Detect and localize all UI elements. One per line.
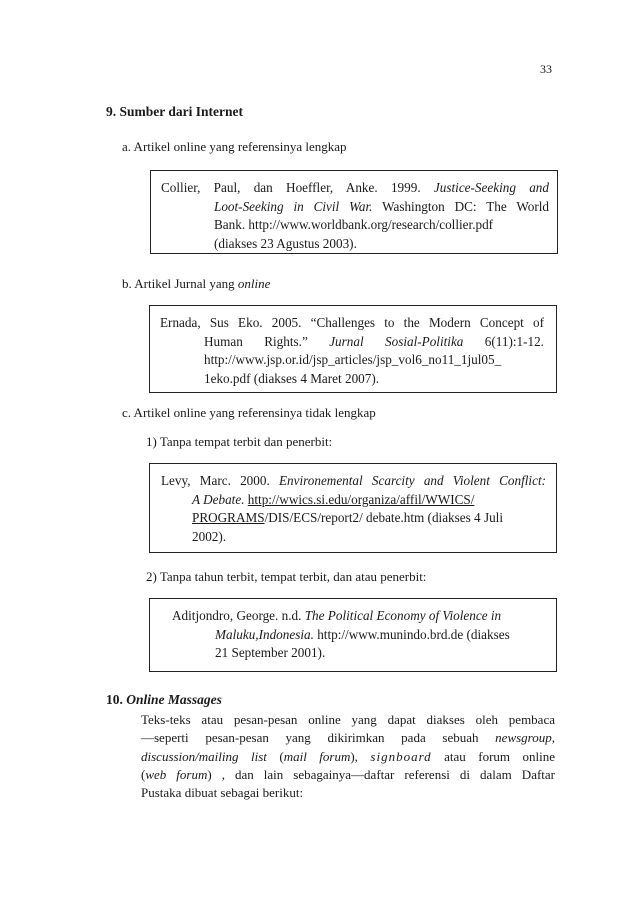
section-9-heading: 9. Sumber dari Internet xyxy=(106,104,243,119)
reference-box-c2 xyxy=(149,598,557,672)
ref-b-line-4: 1eko.pdf (diakses 4 Maret 2007). xyxy=(204,370,380,386)
ref-c1-line-3: PROGRAMS/DIS/ECS/report2/ debate.htm (diakses 4 Juli xyxy=(192,510,504,525)
ref-a-line-4: (diakses 23 Agustus 2003). xyxy=(214,235,357,251)
section-10-heading: 10. Online Massages xyxy=(106,692,222,707)
subsection-c1-label: 1) Tanpa tempat terbit dan penerbit: xyxy=(146,434,333,449)
section-10-paragraph xyxy=(141,711,555,802)
ref-c2-line-3: 21 September 2001). xyxy=(215,645,326,660)
reference-box-c1 xyxy=(149,463,557,553)
ref-a-line-1: Collier, Paul, dan Hoeffler, Anke. 1999. Justice-Seeking and xyxy=(161,180,549,195)
ref-b-line-2: Human Rights.” Jurnal Sosial-Politika 6(11):1-12. xyxy=(204,333,544,349)
ref-a-line-3: Bank. http://www.worldbank.org/research/collier.pdf xyxy=(214,217,494,232)
ref-c2-line-2: Maluku,Indonesia. http://www.munindo.brd.de (diakses xyxy=(215,626,510,642)
para-line-2: —seperti pesan-pesan yang dikirimkan pada sebuah newsgroup, xyxy=(141,730,555,746)
para-line-4: (web forum) , dan lain sebagainya—daftar referensi di dalam Daftar xyxy=(141,766,556,782)
ref-c1-line-1: Levy, Marc. 2000. Environemental Scarcity and Violent Conflict: xyxy=(161,473,546,488)
reference-box-a xyxy=(150,170,558,254)
ref-c1-line-2: A Debate. http://wwics.si.edu/organiza/affil/WWICS/ xyxy=(192,491,475,507)
ref-c1-line-4: 2002). xyxy=(192,528,227,544)
subsection-b-label: b. Artikel Jurnal yang online xyxy=(122,276,271,291)
para-line-1: Teks-teks atau pesan-pesan online yang dapat diakses oleh pembaca xyxy=(141,712,555,727)
ref-a-line-2: Loot-Seeking in Civil War. Washington DC: The World xyxy=(214,198,549,214)
subsection-a-label: a. Artikel online yang referensinya lengkap xyxy=(122,139,347,154)
reference-box-b xyxy=(149,305,557,393)
para-line-5: Pustaka dibuat sebagai berikut: xyxy=(141,785,304,801)
ref-b-line-1: Ernada, Sus Eko. 2005. “Challenges to the Modern Concept of xyxy=(160,315,544,330)
page-number: 33 xyxy=(540,62,552,76)
para-line-3: discussion/mailing list (mail forum), signboard atau forum online xyxy=(141,748,555,764)
ref-c2-line-1: Aditjondro, George. n.d. The Political Economy of Violence in xyxy=(172,608,502,623)
subsection-c2-label: 2) Tanpa tahun terbit, tempat terbit, dan atau penerbit: xyxy=(146,569,427,584)
subsection-c-label: c. Artikel online yang referensinya tidak lengkap xyxy=(122,405,376,420)
ref-b-line-3: http://www.jsp.or.id/jsp_articles/jsp_vol6_no11_1jul05_ xyxy=(204,352,502,367)
